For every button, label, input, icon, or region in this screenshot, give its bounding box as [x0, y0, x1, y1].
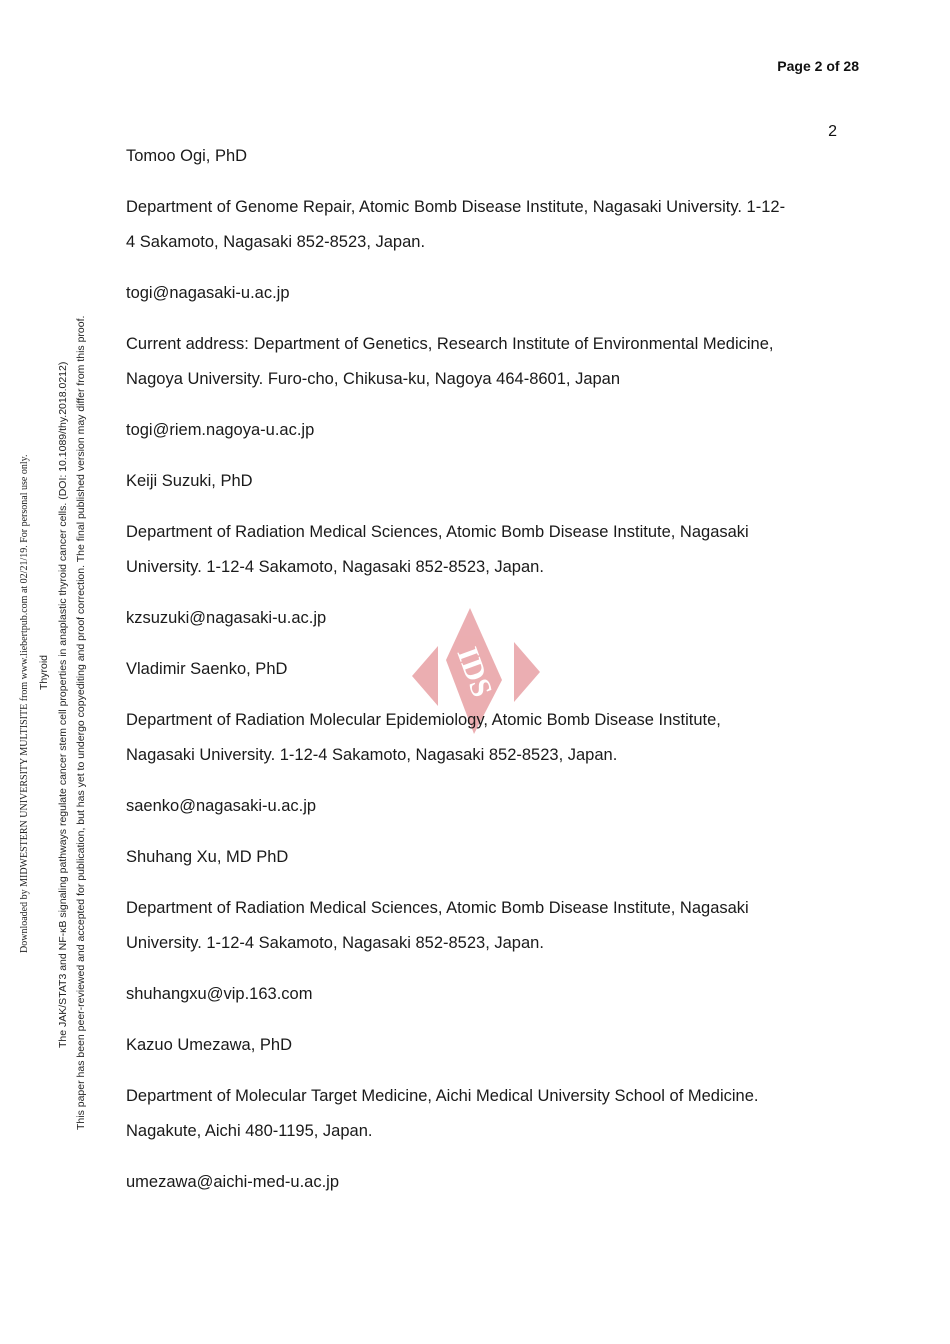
author-email: kzsuzuki@nagasaki-u.ac.jp [126, 609, 327, 627]
page-number: 2 [828, 123, 837, 140]
watermark-text: IDS [450, 643, 499, 702]
author-current-address: Nagoya University. Furo-cho, Chikusa-ku, Nagoya 464-8601, Japan [126, 370, 621, 388]
author-name: Tomoo Ogi, PhD [126, 147, 248, 165]
author-email: umezawa@aichi-med-u.ac.jp [126, 1173, 340, 1191]
author-affiliation: University. 1-12-4 Sakamoto, Nagasaki 852-8523, Japan. [126, 934, 544, 952]
author-affiliation: Department of Genome Repair, Atomic Bomb Disease Institute, Nagasaki University. 1-12- [126, 198, 786, 216]
author-affiliation: Nagakute, Aichi 480-1195, Japan. [126, 1122, 373, 1140]
author-current-email: togi@riem.nagoya-u.ac.jp [126, 421, 315, 439]
author-affiliation: Department of Radiation Medical Sciences, Atomic Bomb Disease Institute, Nagasaki [126, 899, 749, 917]
author-current-address: Current address: Department of Genetics, Research Institute of Environmental Medicine, [126, 335, 774, 353]
author-affiliation: University. 1-12-4 Sakamoto, Nagasaki 852-8523, Japan. [126, 558, 544, 576]
author-name: Kazuo Umezawa, PhD [126, 1036, 292, 1054]
author-name: Shuhang Xu, MD PhD [126, 848, 289, 866]
sidebar-article-title: The JAK/STAT3 and NF-κB signaling pathways regulate cancer stem cell properties in anaplastic thyroid cancer cells. (DOI: 10.1089/thy.2018.0212) [57, 361, 69, 1048]
author-name: Keiji Suzuki, PhD [126, 472, 253, 490]
author-name: Vladimir Saenko, PhD [126, 660, 288, 678]
author-email: saenko@nagasaki-u.ac.jp [126, 797, 317, 815]
author-affiliation: Nagasaki University. 1-12-4 Sakamoto, Nagasaki 852-8523, Japan. [126, 746, 618, 764]
author-affiliation: 4 Sakamoto, Nagasaki 852-8523, Japan. [126, 233, 426, 251]
author-email: shuhangxu@vip.163.com [126, 985, 313, 1003]
sidebar-disclaimer: This paper has been peer-reviewed and accepted for publication, but has yet to undergo copyediting and proof correction. The final published version may differ from this proof. [75, 315, 87, 1130]
sidebar-download-notice: Downloaded by MIDWESTERN UNIVERSITY MULTISITE from www.liebertpub.com at 02/21/19. For personal use only. [19, 454, 30, 953]
author-email: togi@nagasaki-u.ac.jp [126, 284, 290, 302]
watermark-letters [450, 643, 498, 701]
author-affiliation: Department of Radiation Medical Sciences, Atomic Bomb Disease Institute, Nagasaki [126, 523, 749, 541]
author-affiliation: Department of Radiation Molecular Epidemiology, Atomic Bomb Disease Institute, [126, 711, 721, 729]
author-affiliation: Department of Molecular Target Medicine, Aichi Medical University School of Medicine. [126, 1087, 759, 1105]
page-header: Page 2 of 28 [777, 58, 859, 74]
sidebar-journal: Thyroid [38, 654, 50, 690]
